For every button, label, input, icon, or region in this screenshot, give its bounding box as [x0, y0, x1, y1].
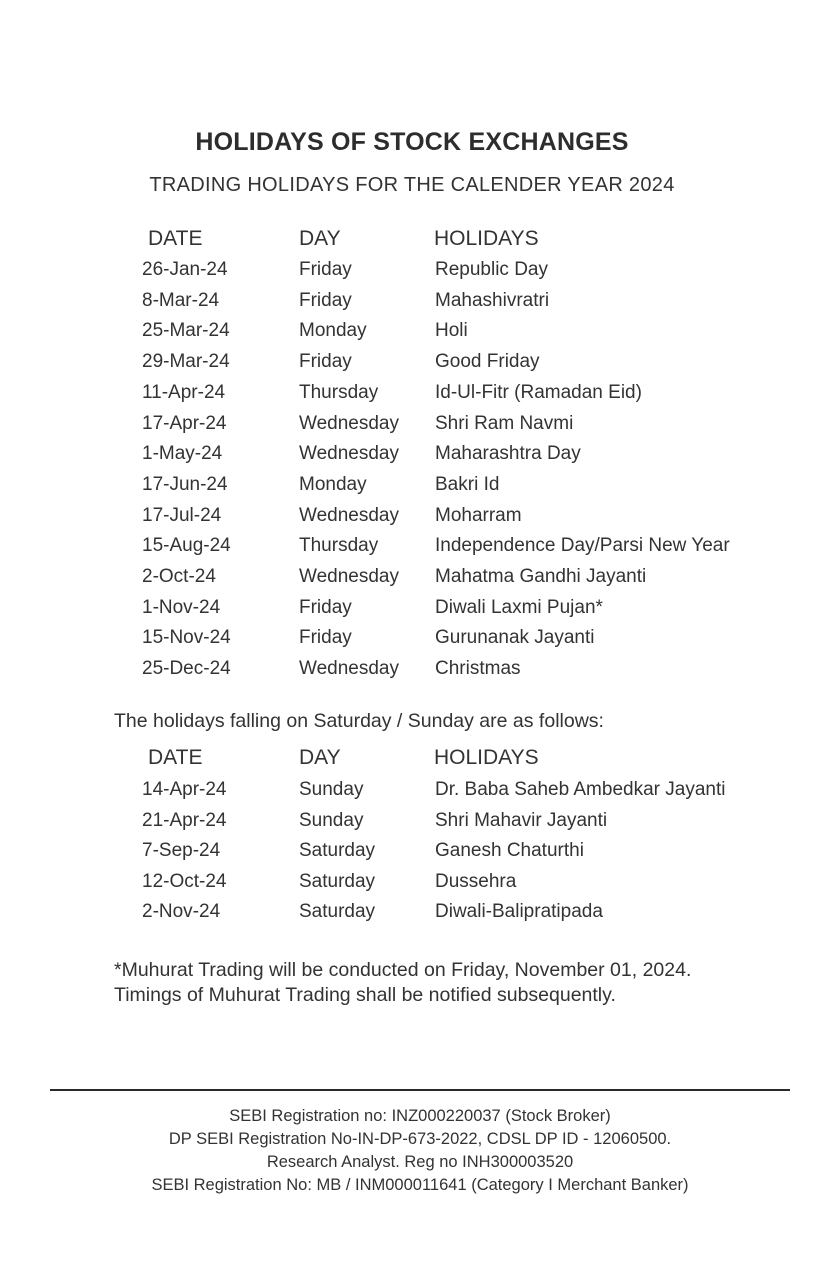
footer-line-4: SEBI Registration No: MB / INM000011641 (Category I Merchant Banker) — [151, 1176, 689, 1194]
footer-line-3: Research Analyst. Reg no INH300003520 — [266, 1153, 574, 1171]
column-header-date: DATE — [148, 227, 203, 250]
holiday-date: 17-Jul-24 — [142, 504, 222, 526]
holiday-name: Mahatma Gandhi Jayanti — [435, 566, 647, 587]
holiday-date: 14-Apr-24 — [142, 779, 227, 800]
holiday-name: Gurunanak Jayanti — [435, 627, 595, 649]
holiday-day: Thursday — [299, 381, 379, 403]
footer-line-2: DP SEBI Registration No-IN-DP-673-2022, CDSL DP ID - 12060500. — [168, 1130, 672, 1148]
holiday-day: Monday — [299, 473, 367, 495]
holiday-date: 1-May-24 — [142, 443, 223, 465]
holiday-name: Dussehra — [435, 870, 517, 892]
holiday-day: Wednesday — [299, 566, 399, 587]
holiday-day: Saturday — [299, 901, 376, 923]
holiday-name: Maharashtra Day — [435, 443, 581, 465]
page-subtitle: TRADING HOLIDAYS FOR THE CALENDER YEAR 2024 — [149, 174, 675, 196]
holiday-day: Friday — [299, 627, 352, 649]
holiday-day: Friday — [299, 289, 352, 311]
footer-line-1: SEBI Registration no: INZ000220037 (Stock Broker) — [229, 1107, 611, 1125]
holiday-date: 21-Apr-24 — [142, 809, 227, 831]
holiday-name: Ganesh Chaturthi — [435, 840, 584, 862]
holiday-name: Good Friday — [435, 351, 540, 373]
holiday-day: Monday — [299, 320, 367, 342]
muhurat-timing-note: Timings of Muhurat Trading shall be notified subsequently. — [114, 984, 616, 1006]
holiday-day: Saturday — [299, 840, 376, 862]
holiday-day: Saturday — [299, 870, 376, 892]
holiday-name: Diwali-Balipratipada — [435, 901, 603, 923]
holiday-name: Diwali Laxmi Pujan* — [435, 596, 603, 618]
holiday-date: 2-Oct-24 — [142, 566, 216, 587]
holiday-date: 15-Aug-24 — [142, 535, 231, 557]
holiday-name: Independence Day/Parsi New Year — [435, 535, 730, 557]
holiday-day: Wednesday — [299, 443, 399, 465]
holiday-date: 17-Jun-24 — [142, 473, 228, 495]
column-header-holidays: HOLIDAYS — [434, 746, 539, 769]
holiday-name: Holi — [435, 320, 468, 342]
holiday-name: Dr. Baba Saheb Ambedkar Jayanti — [435, 779, 726, 800]
holiday-date: 25-Dec-24 — [142, 658, 231, 680]
holiday-day: Wednesday — [299, 504, 399, 526]
holiday-day: Friday — [299, 351, 352, 373]
holiday-day: Friday — [299, 259, 352, 280]
holiday-date: 15-Nov-24 — [142, 627, 231, 649]
holiday-name: Bakri Id — [435, 473, 500, 495]
holiday-day: Wednesday — [299, 412, 399, 434]
holiday-date: 11-Apr-24 — [142, 381, 226, 403]
weekend-intro: The holidays falling on Saturday / Sunday are as follows: — [114, 710, 604, 732]
muhurat-note: *Muhurat Trading will be conducted on Friday, November 01, 2024. — [114, 959, 692, 981]
holiday-date: 8-Mar-24 — [142, 289, 220, 311]
holiday-date: 25-Mar-24 — [142, 320, 230, 342]
holiday-date: 1-Nov-24 — [142, 596, 221, 618]
holiday-day: Wednesday — [299, 658, 399, 680]
holiday-date: 17-Apr-24 — [142, 412, 227, 434]
holiday-day: Friday — [299, 596, 352, 618]
column-header-date: DATE — [148, 746, 203, 769]
holiday-date: 29-Mar-24 — [142, 351, 230, 373]
holiday-day: Sunday — [299, 809, 364, 831]
column-header-holidays: HOLIDAYS — [434, 227, 539, 250]
holiday-name: Moharram — [435, 504, 522, 526]
column-header-day: DAY — [299, 227, 341, 250]
footer-divider — [50, 1089, 790, 1091]
holiday-date: 12-Oct-24 — [142, 870, 227, 892]
page-title: HOLIDAYS OF STOCK EXCHANGES — [195, 128, 629, 156]
holiday-day: Thursday — [299, 535, 379, 557]
holiday-name: Republic Day — [435, 259, 548, 280]
holiday-day: Sunday — [299, 779, 364, 800]
holiday-date: 7-Sep-24 — [142, 840, 221, 862]
holiday-name: Shri Ram Navmi — [435, 412, 574, 434]
holiday-name: Id-Ul-Fitr (Ramadan Eid) — [435, 381, 642, 403]
holiday-date: 26-Jan-24 — [142, 259, 228, 280]
holiday-name: Shri Mahavir Jayanti — [435, 809, 608, 831]
holiday-name: Mahashivratri — [435, 289, 550, 311]
column-header-day: DAY — [299, 746, 341, 769]
holiday-date: 2-Nov-24 — [142, 901, 221, 923]
holiday-name: Christmas — [435, 658, 521, 680]
